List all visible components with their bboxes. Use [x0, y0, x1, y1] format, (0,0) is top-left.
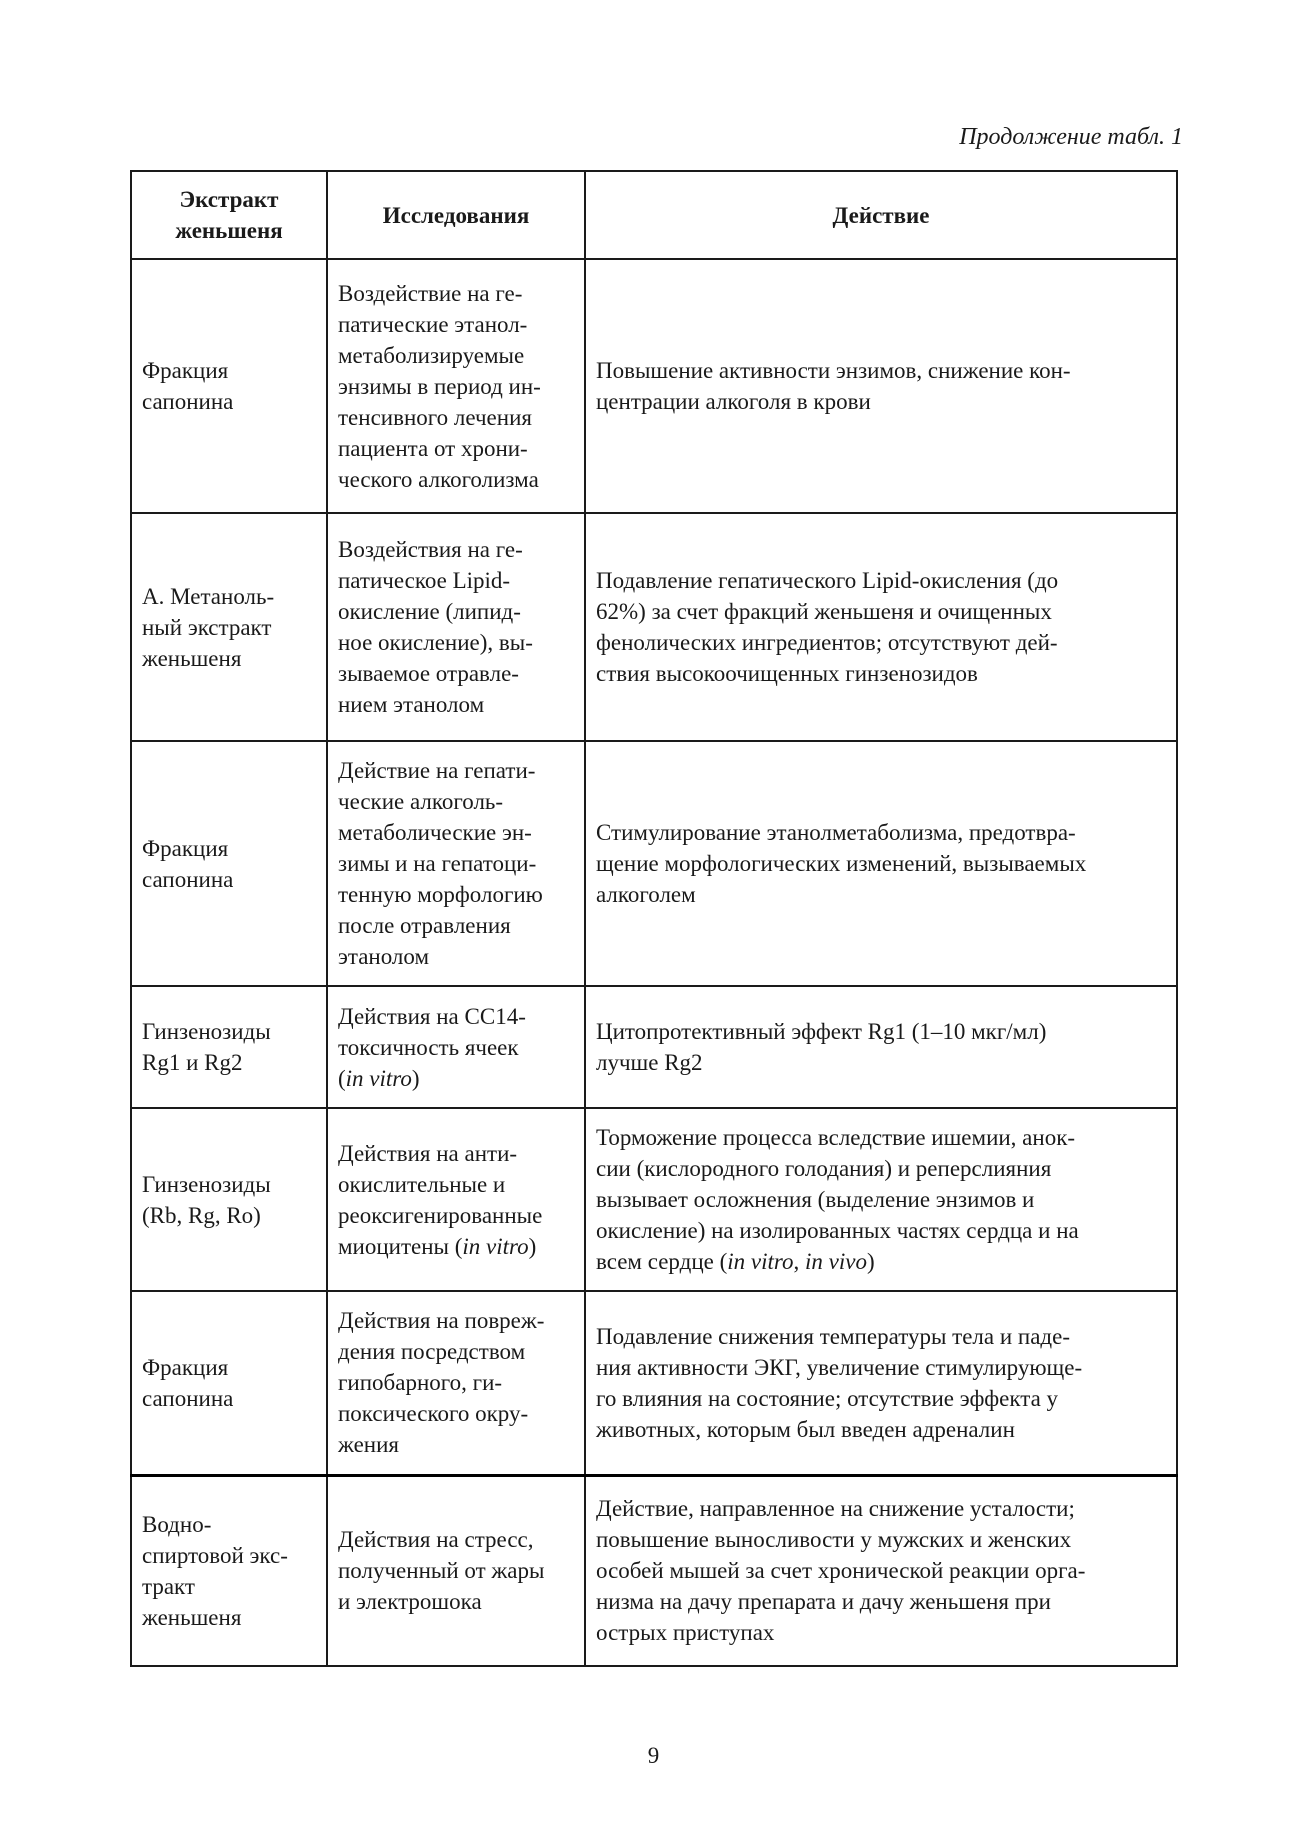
cell-research: Воздействие на ге- патические этанол- метаболизируемые энзимы в период ин- тенсивного лечения пациента от хрони- ческого алкоголизма: [327, 259, 585, 513]
cell-research: [327, 1108, 585, 1291]
header-research: Исследования: [327, 171, 585, 259]
table-header-row: [131, 171, 1177, 259]
italic-text: in vitro: [462, 1233, 529, 1259]
table-row: [131, 741, 1177, 986]
cell-action: Подавление гепатического Lipid-окисления (до 62%) за счет фракций женьшеня и очищенных фенолических ингредиентов; отсутствуют дей- ствия высокоочищенных гинзенозидов: [585, 513, 1177, 741]
cell-action: Цитопротективный эффект Rg1 (1–10 мкг/мл) лучше Rg2: [585, 986, 1177, 1108]
table-row: [131, 513, 1177, 741]
text: ,: [793, 1249, 805, 1274]
cell-extract: Фракция сапонина: [131, 259, 327, 513]
text: ): [866, 1249, 875, 1274]
cell-extract: Водно- спиртовой экс- тракт женьшеня: [131, 1475, 327, 1666]
table-row: [131, 259, 1177, 513]
cell-research: Действие на гепати- ческие алкоголь- метаболические эн- зимы и на гепатоци- тенную морфологию после отравления этанолом: [327, 741, 585, 986]
table-row: [131, 986, 1177, 1108]
text: ): [528, 1233, 537, 1259]
ginseng-table: [130, 170, 1178, 1667]
cell-action: Стимулирование этанолметаболизма, предотвра- щение морфологических изменений, вызываемых алкоголем: [585, 741, 1177, 986]
table-row: [131, 1475, 1177, 1666]
cell-extract: Фракция сапонина: [131, 741, 327, 986]
cell-research: Действия на стресс, полученный от жары и электрошока: [327, 1475, 585, 1666]
table-continuation-caption: Продолжение табл. 1: [959, 124, 1183, 150]
header-extract: Экстракт женьшеня: [131, 171, 327, 259]
text: Торможение процесса вследствие ишемии, анок- сии (кислородного голодания) и реперслияния вызывает осложнения (выделение энзимов и окисление) на изолированных частях сердца и на всем сердце (: [596, 1125, 1079, 1274]
italic-text: in vitro: [345, 1065, 412, 1091]
italic-text: in vitro: [727, 1249, 794, 1274]
cell-research: Действия на повреж- дения посредством гипобарного, ги- поксического окру- жения: [327, 1291, 585, 1475]
text: Действия на СС14- токсичность ячеек (: [338, 1003, 526, 1091]
text: ): [411, 1065, 420, 1091]
table-row: [131, 1108, 1177, 1291]
cell-extract: Фракция сапонина: [131, 1291, 327, 1475]
italic-text: in vivo: [805, 1249, 867, 1274]
cell-extract: А. Метаноль- ный экстракт женьшеня: [131, 513, 327, 741]
cell-action: Действие, направленное на снижение усталости; повышение выносливости у мужских и женских особей мышей за счет хронической реакции орга- низма на дачу препарата и дачу женьшеня при острых приступах: [585, 1475, 1177, 1666]
text: Действия на анти- окислительные и реоксигенированные миоцитены (: [338, 1140, 543, 1259]
cell-extract: Гинзенозиды Rg1 и Rg2: [131, 986, 327, 1108]
cell-extract: Гинзенозиды (Rb, Rg, Ro): [131, 1108, 327, 1291]
cell-action: Подавление снижения температуры тела и паде- ния активности ЭКГ, увеличение стимулирующе- го влияния на состояние; отсутствие эффекта у животных, которым был введен адреналин: [585, 1291, 1177, 1475]
header-action: Действие: [585, 171, 1177, 259]
page-number: 9: [647, 1743, 660, 1768]
table-row: [131, 1291, 1177, 1475]
cell-action: [585, 1108, 1177, 1291]
cell-research: [327, 986, 585, 1108]
cell-action: Повышение активности энзимов, снижение кон- центрации алкоголя в крови: [585, 259, 1177, 513]
cell-research: Воздействия на ге- патическое Lipid- окисление (липид- ное окисление), вы- зываемое отравле- нием этанолом: [327, 513, 585, 741]
